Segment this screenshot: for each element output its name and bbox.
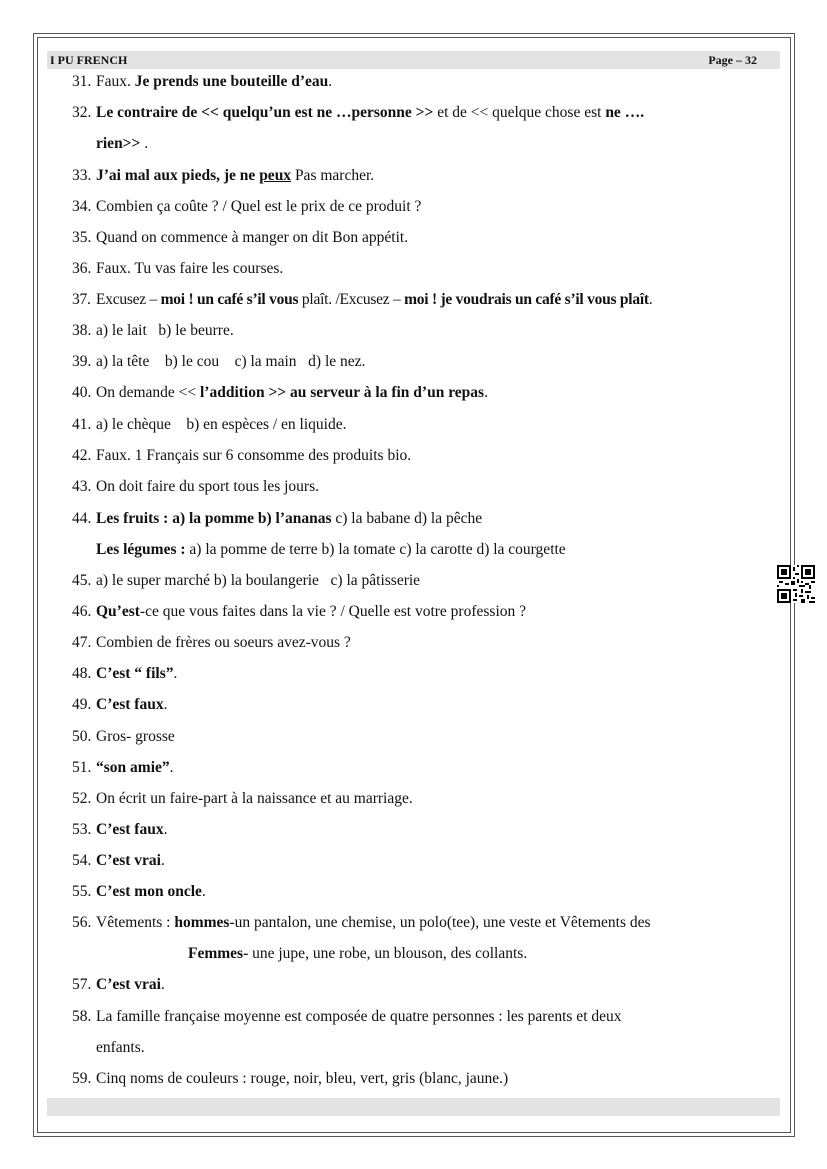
footer-bar: [47, 1098, 780, 1116]
answer-57: 57. C’est vrai.: [72, 976, 165, 993]
answer-44-vegetables: Les légumes : a) la pomme de terre b) la tomate c) la carotte d) la courgette: [96, 541, 566, 558]
answer-40: 40. On demande << l’addition >> au serveur à la fin d’un repas.: [72, 384, 488, 401]
answer-31: 31. Faux. Je prends une bouteille d’eau.: [72, 73, 333, 90]
header-course-title: I PU FRENCH: [50, 53, 128, 67]
answer-48: 48. C’est “ fils”.: [72, 665, 178, 682]
answer-58: 58. La famille française moyenne est composée de quatre personnes : les parents et deux: [72, 1008, 622, 1025]
answer-42: 42. Faux. 1 Français sur 6 consomme des produits bio.: [72, 447, 412, 464]
answer-51: 51. “son amie”.: [72, 759, 174, 776]
answer-49: 49. C’est faux.: [72, 696, 168, 713]
answer-59: 59. Cinq noms de couleurs : rouge, noir, bleu, vert, gris (blanc, jaune.): [72, 1070, 509, 1087]
answer-56: 56. Vêtements : hommes-un pantalon, une chemise, un polo(tee), une veste et Vêtements des: [72, 914, 651, 931]
answer-38: 38. a) le lait b) le beurre.: [72, 322, 234, 339]
answer-43: 43. On doit faire du sport tous les jours.: [72, 478, 320, 495]
answer-52: 52. On écrit un faire-part à la naissance et au marriage.: [72, 790, 413, 807]
answer-46: 46. Qu’est-ce que vous faites dans la vie ? / Quelle est votre profession ?: [72, 603, 526, 620]
answer-53: 53. C’est faux.: [72, 821, 168, 838]
qr-code-icon: [777, 565, 815, 603]
answer-44: 44. Les fruits : a) la pomme b) l’ananas c) la babane d) la pêche: [72, 510, 483, 527]
answer-33: 33. J’ai mal aux pieds, je ne peux Pas marcher.: [72, 167, 375, 184]
header-bar: [47, 51, 780, 69]
answer-32-continued: rien>> .: [96, 135, 149, 152]
answer-54: 54. C’est vrai.: [72, 852, 165, 869]
answer-34: 34. Combien ça coûte ? / Quel est le prix de ce produit ?: [72, 198, 422, 215]
answer-35: 35. Quand on commence à manger on dit Bon appétit.: [72, 229, 409, 246]
answer-47: 47. Combien de frères ou soeurs avez-vous ?: [72, 634, 351, 651]
answer-39: 39. a) la tête b) le cou c) la main d) le nez.: [72, 353, 366, 370]
answer-41: 41. a) le chèque b) en espèces / en liquide.: [72, 416, 347, 433]
answer-55: 55. C’est mon oncle.: [72, 883, 206, 900]
answer-36: 36. Faux. Tu vas faire les courses.: [72, 260, 284, 277]
answer-50: 50. Gros- grosse: [72, 728, 175, 745]
answer-45: 45. a) le super marché b) la boulangerie c) la pâtisserie: [72, 572, 421, 589]
header-page-number: Page – 32: [708, 53, 757, 67]
answer-37: 37. Excusez – moi ! un café s’il vous plaît. /Excusez – moi ! je voudrais un café s’il vous plaît.: [72, 291, 653, 308]
answer-58-continued: enfants.: [96, 1039, 145, 1056]
answer-56-women: Femmes- une jupe, une robe, un blouson, des collants.: [188, 945, 528, 962]
answer-32: 32. Le contraire de << quelqu’un est ne …personne >> et de << quelque chose est ne ….: [72, 104, 645, 121]
